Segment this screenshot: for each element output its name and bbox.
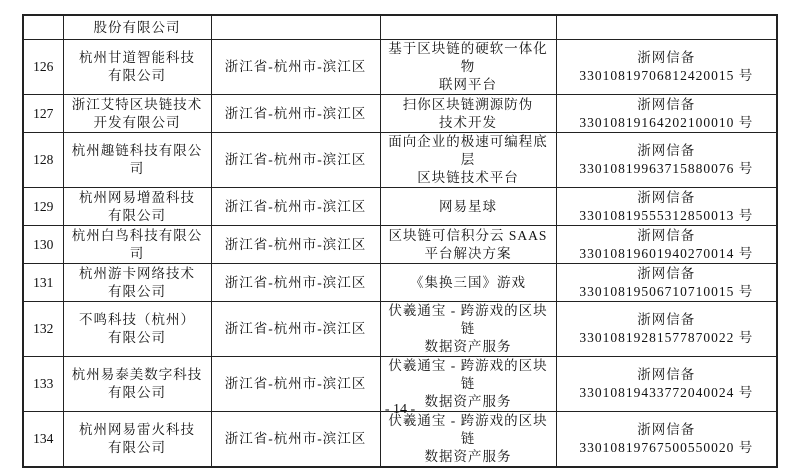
page-number: - 14 - [384,402,416,417]
cell-region: 浙江省-杭州市-滨江区 [211,264,380,302]
cell-no: 134 [23,412,63,468]
cell-region: 浙江省-杭州市-滨江区 [211,95,380,133]
cell-company: 杭州游卡网络技术 有限公司 [63,264,211,302]
cell-no: 128 [23,133,63,188]
cell-service [380,15,556,40]
table-row [23,40,777,95]
cell-record [556,15,777,40]
cell-company: 杭州白鸟科技有限公司 [63,226,211,264]
cell-company: 浙江艾特区块链技术 开发有限公司 [63,95,211,133]
cell-record: 浙网信备 33010819281577870022 号 [556,302,777,357]
cell-company: 杭州网易雷火科技 有限公司 [63,412,211,468]
table-row [23,188,777,226]
cell-no: 132 [23,302,63,357]
cell-company: 不鸣科技（杭州） 有限公司 [63,302,211,357]
cell-region: 浙江省-杭州市-滨江区 [211,226,380,264]
cell-no [23,15,63,40]
cell-no: 130 [23,226,63,264]
table-row [23,15,777,40]
cell-no: 127 [23,95,63,133]
cell-company: 杭州甘道智能科技 有限公司 [63,40,211,95]
cell-company: 股份有限公司 [63,15,211,40]
cell-service: 基于区块链的硬软一体化物 联网平台 [380,40,556,95]
cell-company: 杭州趣链科技有限公司 [63,133,211,188]
table-row [23,264,777,302]
cell-no: 133 [23,357,63,412]
cell-no: 131 [23,264,63,302]
cell-region: 浙江省-杭州市-滨江区 [211,188,380,226]
table-row [23,95,777,133]
cell-region: 浙江省-杭州市-滨江区 [211,357,380,412]
cell-company: 杭州网易增盈科技 有限公司 [63,188,211,226]
cell-record: 浙网信备 33010819706812420015 号 [556,40,777,95]
cell-no: 129 [23,188,63,226]
cell-service: 伏羲通宝 - 跨游戏的区块链 数据资产服务 [380,357,556,412]
cell-region: 浙江省-杭州市-滨江区 [211,133,380,188]
table-row [23,412,777,468]
cell-region: 浙江省-杭州市-滨江区 [211,302,380,357]
cell-service: 网易星球 [380,188,556,226]
table-row [23,133,777,188]
cell-record: 浙网信备 33010819164202100010 号 [556,95,777,133]
cell-region: 浙江省-杭州市-滨江区 [211,40,380,95]
cell-record: 浙网信备 33010819555312850013 号 [556,188,777,226]
cell-service: 区块链可信积分云 SAAS 平台解决方案 [380,226,556,264]
cell-company: 杭州易泰美数字科技 有限公司 [63,357,211,412]
cell-service: 扫你区块链溯源防伪 技术开发 [380,95,556,133]
cell-service: 伏羲通宝 - 跨游戏的区块链 数据资产服务 [380,302,556,357]
table-row [23,226,777,264]
cell-record: 浙网信备 33010819601940270014 号 [556,226,777,264]
cell-record: 浙网信备 33010819433772040024 号 [556,357,777,412]
cell-record: 浙网信备 33010819767500550020 号 [556,412,777,468]
cell-service: 《集换三国》游戏 [380,264,556,302]
table-row [23,302,777,357]
cell-record: 浙网信备 33010819963715880076 号 [556,133,777,188]
cell-region: 浙江省-杭州市-滨江区 [211,412,380,468]
registry-table [22,14,778,468]
cell-service: 面向企业的极速可编程底层 区块链技术平台 [380,133,556,188]
cell-no: 126 [23,40,63,95]
cell-record: 浙网信备 33010819506710710015 号 [556,264,777,302]
cell-region [211,15,380,40]
cell-service: 伏羲通宝 - 跨游戏的区块链 数据资产服务 [380,412,556,468]
